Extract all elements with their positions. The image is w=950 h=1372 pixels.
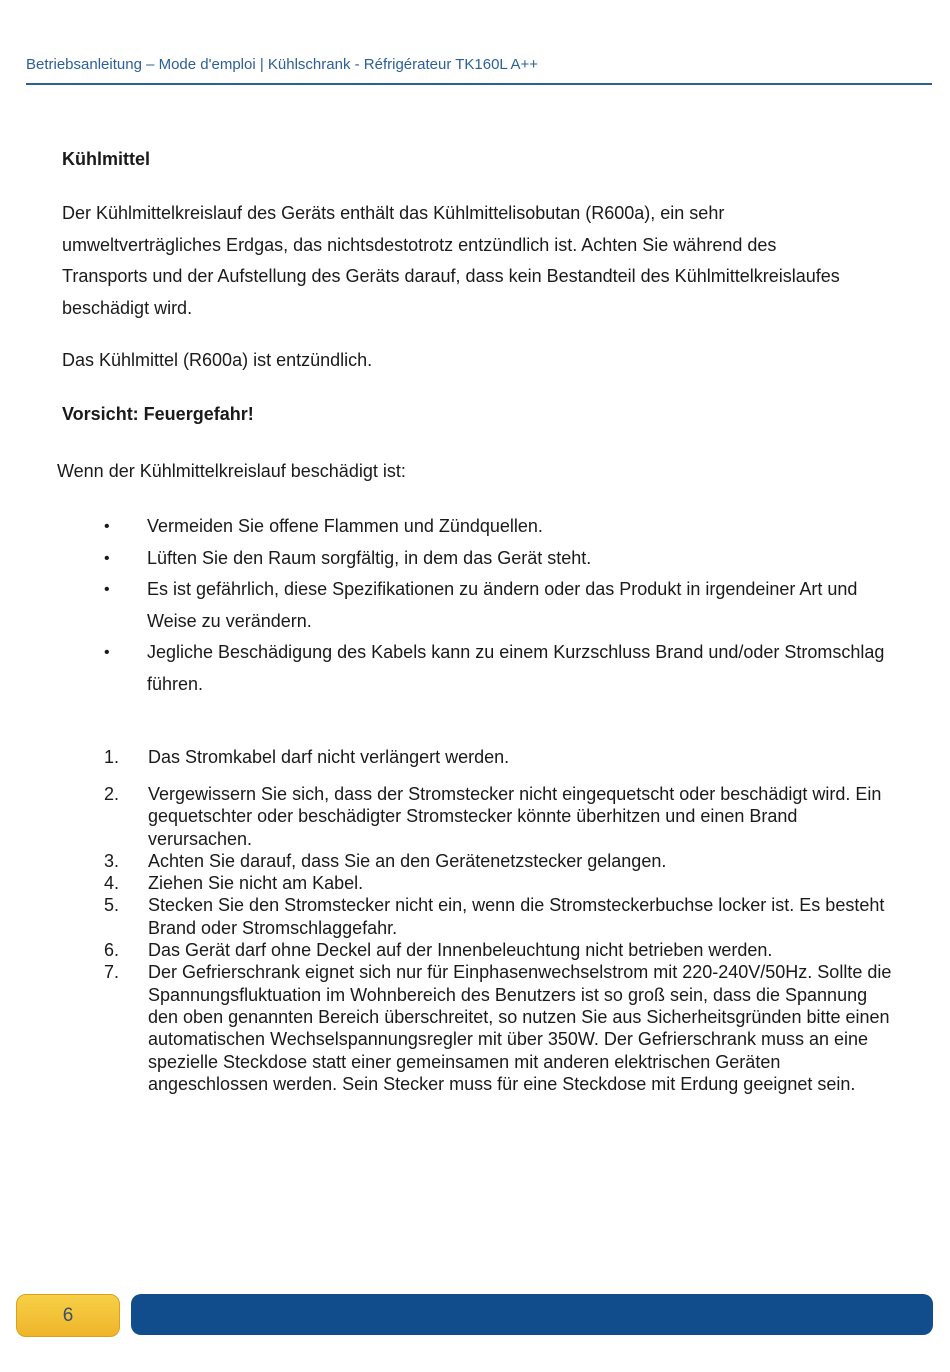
damage-intro: Wenn der Kühlmittelkreislauf beschädigt ist: (57, 461, 406, 481)
item-number: 7. (104, 962, 120, 983)
refrigerant-paragraph: Der Kühlmittelkreislauf des Geräts enthält das Kühlmittelisobutan (R600a), ein sehr umweltverträgliches Erdgas, das nichtsdestotrotz entzündlich ist. Achten Sie während des Transports und der Aufstellung des Geräts darauf, dass kein Bestandteil des Kühlmittelkreislaufes beschädigt wird. (62, 203, 840, 318)
list-item (100, 543, 900, 575)
item-number: 1. (104, 747, 120, 767)
item-text: Ziehen Sie nicht am Kabel. (148, 873, 364, 894)
numbered-item-1 (104, 747, 894, 768)
list-item (100, 511, 900, 543)
document-header: Betriebsanleitung – Mode d'emploi | Kühlschrank - Réfrigérateur TK160L A++ (26, 56, 539, 73)
item-text: Achten Sie darauf, dass Sie an den Gerätenetzstecker gelangen. (148, 850, 667, 871)
item-number: 5. (104, 895, 120, 916)
list-item (104, 894, 894, 939)
fire-warning: Vorsicht: Feuergefahr! (62, 404, 254, 424)
item-number: 4. (104, 873, 120, 894)
safety-bullet-list (100, 511, 900, 700)
item-text: Vergewissern Sie sich, dass der Stromstecker nicht eingequetscht oder beschädigt wird. Ein gequetschter oder beschädigter Stromstecker könnte überhitzen und einen Brand verursachen. (148, 784, 882, 849)
item-text: Das Gerät darf ohne Deckel auf der Innenbeleuchtung nicht betrieben werden. (148, 940, 773, 961)
header-divider (26, 83, 932, 85)
list-item (104, 872, 894, 894)
flammable-note: Das Kühlmittel (R600a) ist entzündlich. (62, 350, 373, 370)
item-text: Das Stromkabel darf nicht verlängert werden. (148, 747, 510, 767)
list-item (104, 939, 894, 961)
bullet-text: Lüften Sie den Raum sorgfältig, in dem das Gerät steht. (147, 547, 592, 568)
bullet-text: Es ist gefährlich, diese Spezifikationen zu ändern oder das Produkt in irgendeiner Art und Weise zu verändern. (147, 579, 858, 631)
list-item (100, 637, 900, 700)
bullet-icon: • (104, 644, 110, 661)
bullet-icon: • (104, 581, 110, 598)
item-text: Der Gefrierschrank eignet sich nur für Einphasenwechselstrom mit 220-240V/50Hz. Sollte die Spannungsfluktuation im Wohnbereich des Benutzers ist so groß sein, dass die Spannung den oben genannten Bereich überschreitet, so nutzen Sie aus Sicherheitsgründen bitte einen automatischen Wechselspannungsregler mit über 350W. Der Gefrierschrank muss an eine spezielle Steckdose statt einer gemeinsamen mit anderen elektrischen Geräten angeschlossen werden. Sein Stecker muss für eine Steckdose mit Erdung geeignet sein. (148, 962, 892, 1094)
list-item (104, 783, 894, 850)
list-item (104, 961, 894, 1095)
page-number-badge (16, 1294, 120, 1337)
list-item (104, 850, 894, 872)
section-heading: Kühlmittel (62, 149, 150, 169)
item-number: 2. (104, 784, 120, 804)
item-number: 6. (104, 940, 120, 961)
item-text: Stecken Sie den Stromstecker nicht ein, wenn die Stromsteckerbuchse locker ist. Es besteht Brand oder Stromschlaggefahr. (148, 895, 885, 938)
numbered-safety-list (104, 783, 894, 1095)
bullet-icon: • (104, 549, 110, 567)
item-number: 3. (104, 850, 120, 871)
bullet-text: Jegliche Beschädigung des Kabels kann zu einem Kurzschluss Brand und/oder Stromschlag führen. (147, 642, 885, 694)
list-item (100, 574, 900, 637)
bullet-icon: • (104, 518, 110, 535)
bullet-text: Vermeiden Sie offene Flammen und Zündquellen. (147, 516, 543, 536)
footer-bar (131, 1294, 933, 1335)
page-number: 6 (62, 1304, 74, 1326)
